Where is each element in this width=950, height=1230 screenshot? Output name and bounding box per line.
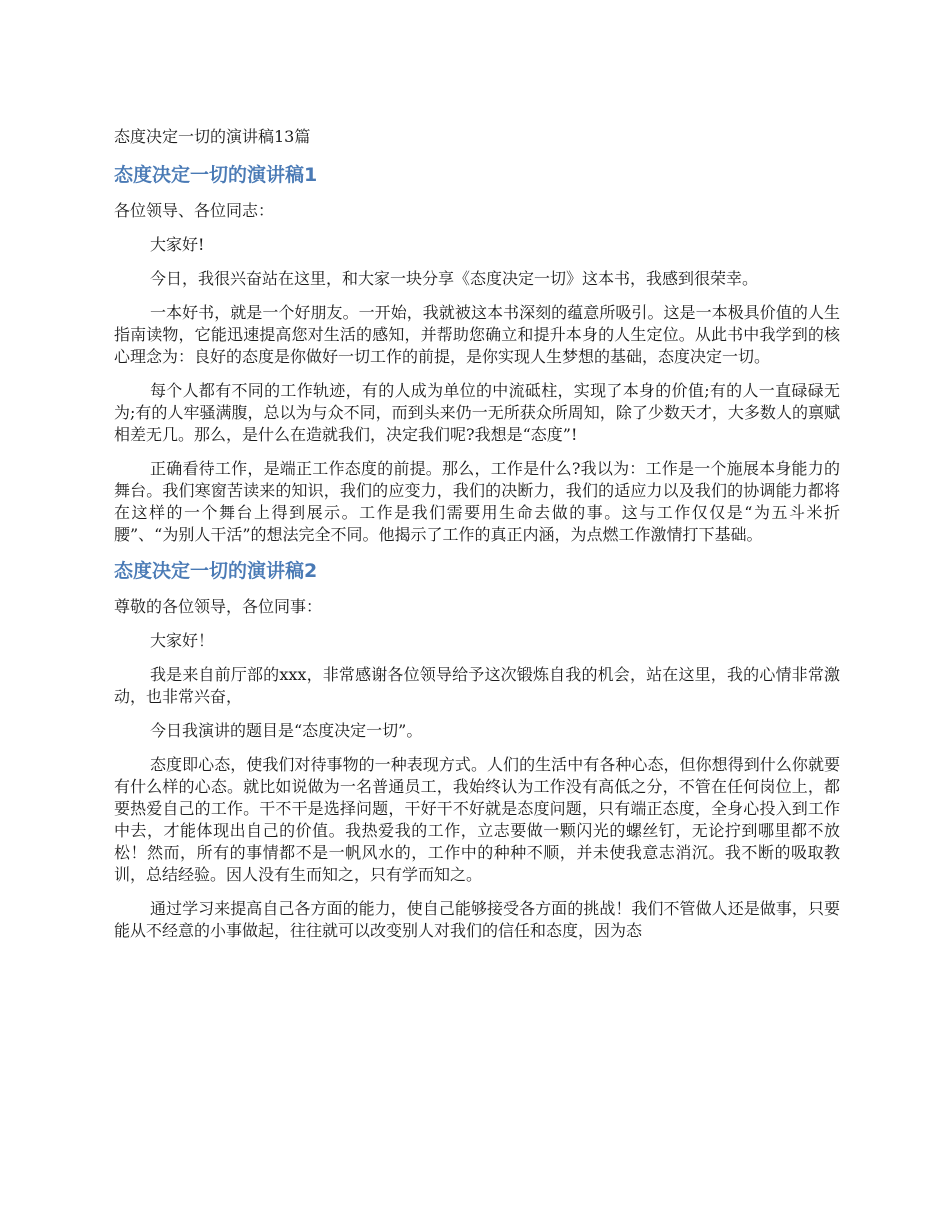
- paragraph: 今日我演讲的题目是“态度决定一切”。: [150, 721, 423, 740]
- paragraph: 正确看待工作，是端正工作态度的前提。那么，工作是什么?我以为：工作是一个施展本身能力的舞台。我们寒窗苦读来的知识，我们的应变力，我们的决断力，我们的适应力以及我们的协调能力都将在这样的一个舞台上得到展示。工作是我们需要用生命去做的事。这与工作仅仅是“为五斗米折腰”、“为别人干活”的想法完全不同。他揭示了工作的真正内涵，为点燃工作激情打下基础。: [114, 459, 840, 544]
- paragraph: 尊敬的各位领导，各位同事：: [114, 597, 323, 616]
- section-1: [114, 162, 840, 546]
- paragraph: 态度即心态，使我们对待事物的一种表现方式。人们的生活中有各种心态，但你想得到什么你就要有什么样的心态。就比如说做为一名普通员工，我始终认为工作没有高低之分，不管在任何岗位上，都要热爱自己的工作。干不干是选择问题，干好干不好就是态度问题，只有端正态度，全身心投入到工作中去，才能体现出自己的价值。我热爱我的工作，立志要做一颗闪光的螺丝钉，无论拧到哪里都不放松！然而，所有的事情都不是一帆风水的，工作中的种种不顺，并未使我意志消沉。我不断的吸取教训，总结经验。因人没有生而知之，只有学而知之。: [114, 755, 840, 884]
- paragraph: 大家好！: [150, 631, 215, 650]
- document-title: 态度决定一切的演讲稿13篇: [114, 127, 311, 146]
- paragraph: 大家好!: [150, 235, 205, 254]
- paragraph: 今日，我很兴奋站在这里，和大家一块分享《态度决定一切》这本书，我感到很荣幸。: [150, 269, 759, 288]
- section-heading: 态度决定一切的演讲稿1: [114, 164, 318, 186]
- paragraph: 各位领导、各位同志：: [114, 201, 275, 220]
- document-page: [114, 126, 840, 954]
- paragraph: 每个人都有不同的工作轨迹，有的人成为单位的中流砥柱，实现了本身的价值;有的人一直碌碌无为;有的人牢骚满腹，总以为与众不同，而到头来仍一无所获众所周知，除了少数天才，大多数人的禀赋相差无几。那么，是什么在造就我们，决定我们呢?我想是“态度”!: [114, 381, 840, 444]
- section-heading: 态度决定一切的演讲稿2: [114, 560, 318, 582]
- paragraph: 我是来自前厅部的xxx，非常感谢各位领导给予这次锻炼自我的机会，站在这里，我的心情非常激动，也非常兴奋，: [114, 665, 840, 706]
- section-2: [114, 558, 840, 942]
- paragraph: 通过学习来提高自己各方面的能力，使自己能够接受各方面的挑战！我们不管做人还是做事，只要能从不经意的小事做起，往往就可以改变别人对我们的信任和态度，因为态: [114, 899, 840, 940]
- paragraph: 一本好书，就是一个好朋友。一开始，我就被这本书深刻的蕴意所吸引。这是一本极具价值的人生指南读物，它能迅速提高您对生活的感知，并帮助您确立和提升本身的人生定位。从此书中我学到的核心理念为：良好的态度是你做好一切工作的前提，是你实现人生梦想的基础，态度决定一切。: [114, 303, 840, 366]
